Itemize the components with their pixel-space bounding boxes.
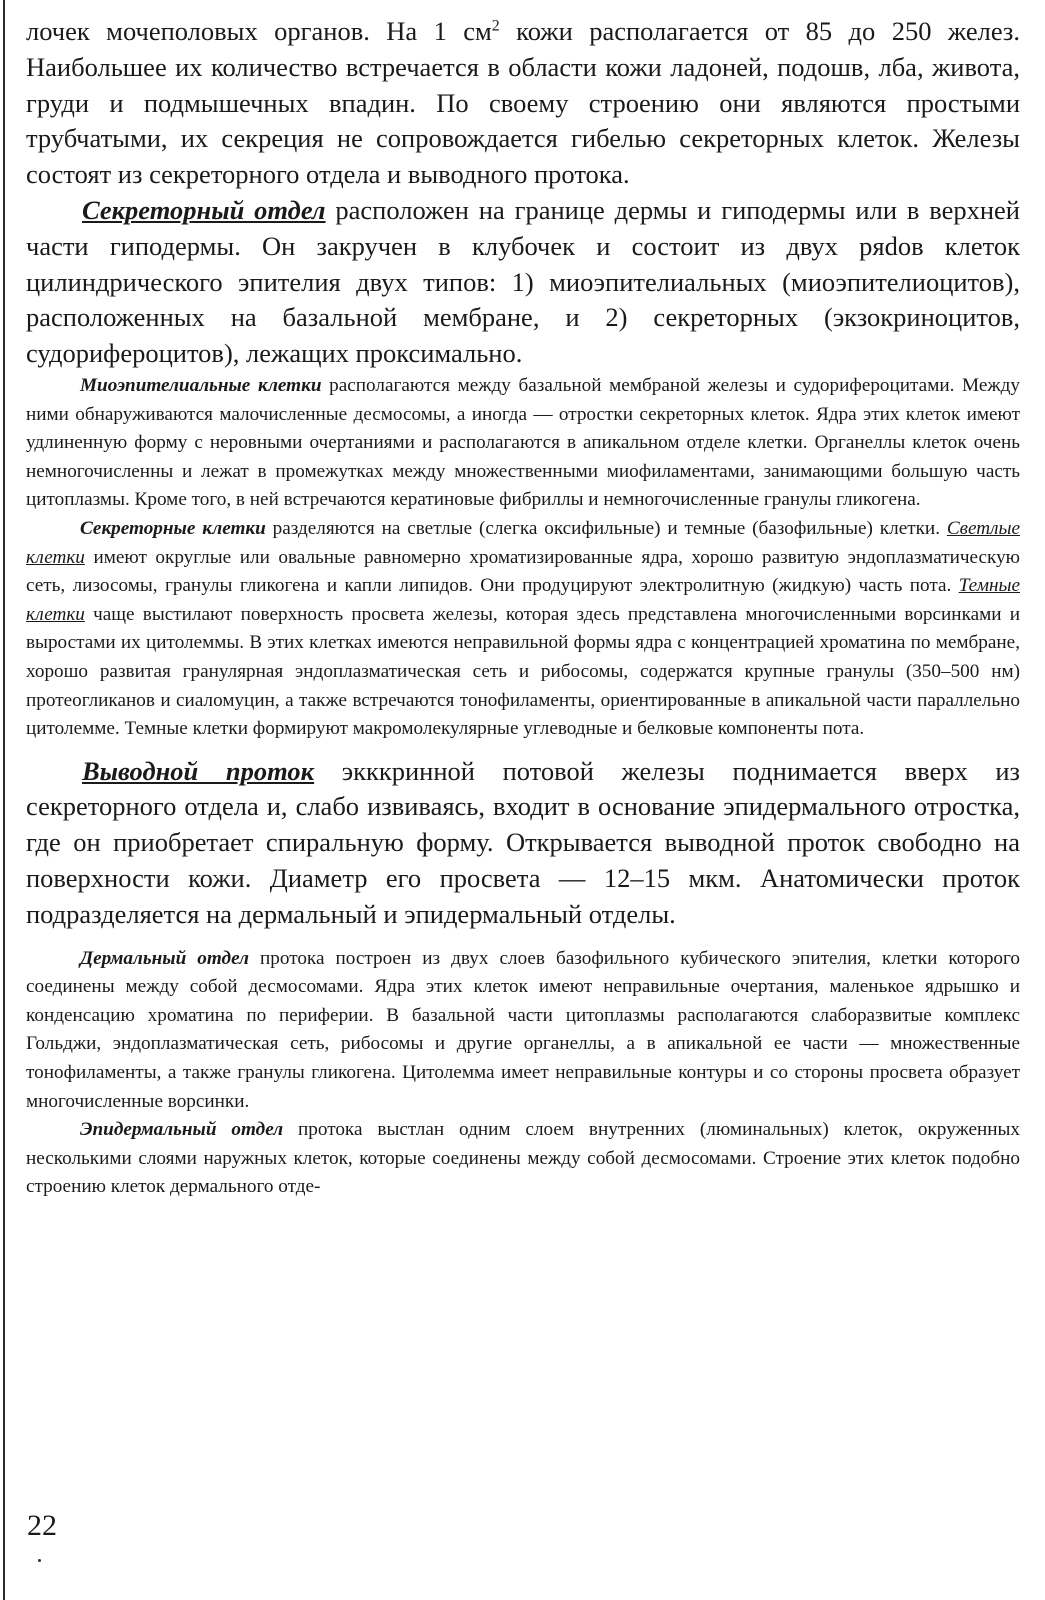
myoepithelial-cells-text: располагаются между базальной мембраной железы и судорифероцитами. Между ними обнаруживаются малочисленные десмосомы, а иногда — отростки секреторных клеток. Ядра этих клеток имеют удлиненную форму с неровными очертаниями и располагаются в апикальном отделе клетки. Органеллы клеток очень немногочисленны и лежат в промежутках между множественными миофиламентами, занимающими большую часть цитоплазмы. Кроме того, в ней встречаются кератиновые фибриллы и немногочисленные гранулы гликогена. [26, 374, 1020, 511]
term-excretory-duct: Выводной проток [82, 755, 315, 786]
term-epidermal-section: Эпидермальный отдел [80, 1119, 284, 1141]
secretory-section-text: расположен на границе дермы и гиподермы или в верхней части гиподермы. Он закручен в клубочек и состоит из двух ряdов клеток цилиндрического эпителия двух типов: 1) миоэпителиальных (миоэпителиоцитов), расположенных на базальной мембране, и 2) секреторных (экзокриноцитов, судорифероцитов), лежащих проксимально. [26, 194, 1020, 369]
paragraph-myoepithelial-cells [26, 372, 1020, 515]
term-light-cells: Светлые клетки [26, 517, 1020, 568]
term-dermal-section: Дермальный отдел [80, 947, 249, 969]
paragraph-epidermal-section [26, 1116, 1020, 1202]
intro-text-b: кожи располагается от 85 до 250 желез. Наибольшее их количество встречается в области кожи ладоней, подошв, лба, живота, груди и подмышечных впадин. По своему строeнию они являются простыми трубчатыми, их секреция не сопровождается гибелью секреторных клеток. Железы состоят из секреторного отдела и выводного протока. [26, 16, 1020, 190]
secretory-cells-text-c: чаще выстилают поверхность просвета железы, которая здесь представлена многочисленными ворсинками и выростами их цитолеммы. В этих клетках имеются неправильной формы ядра с концентрацией хроматина по мембране, хорошо развитая гранулярная эндоплазматическая сеть и рибосомы, содержатся крупные гранулы (350–500 нм) протеогликанов и сиаломуцин, а также встречаются тонофиламенты, ориентированные в апикальной части параллельно цитолемме. Темные клетки формируют макромолекулярные углеводные и белковые компоненты пота. [26, 603, 1020, 740]
page-left-border [3, 0, 5, 1600]
epidermal-section-text: протока выстлан одним слоем внутренних (люминальных) клеток, окруженных несколькими слоями наружных клеток, которые соединены между собой десмосомами. Строение этих клеток подобно строению клеток дермального отде- [26, 1119, 1020, 1198]
term-dark-cells: Темные клетки [26, 575, 1020, 625]
page-number: 22 [27, 1509, 57, 1542]
term-secretory-cells: Секреторные клетки [80, 517, 266, 539]
excretory-duct-text: экккринной потовой железы поднимается вверх из секреторного отдела и, слабо извиваясь, входит в основание эпидермального отростка, где он приобретает спиральную форму. Открывается выводной проток свободно на поверхности кожи. Диаметр его просвета — 12–15 мкм. Анатомически проток подразделяется на дермальный и эпидермальный отделы. [26, 755, 1021, 929]
paragraph-excretory-duct [26, 754, 1020, 933]
superscript-2: 2 [491, 17, 500, 35]
intro-text-a: лочек мочеполовых органов. На 1 см [26, 16, 492, 46]
secretory-cells-text-a: разделяются на светлые (слегка оксифильные) и темные (базофильные) клетки. [265, 517, 947, 539]
paragraph-dermal-section [26, 945, 1020, 1117]
scan-mark [38, 1559, 41, 1562]
term-myoepithelial-cells: Миоэпителиальные клетки [80, 374, 322, 396]
paragraph-secretory-section [26, 193, 1020, 372]
dermal-section-text: протока построен из двух слоев базофильного кубического эпителия, клетки которого соединены между собой десмосомами. Ядра этих клеток имеют неправильные очертания, маленькое ядрышко и конденсацию хроматина по периферии. В базальной части цитоплазмы располагаются слаборазвитые комплекс Гольджи, эндоплазматическая сеть, рибосомы и другие органеллы, а в апикальной ее части — множественные тонофиламенты, а также гранулы гликогена. Цитолемма имеет неправильные контуры и со стороны просвета образует многочисленные ворсинки. [26, 947, 1021, 1112]
secretory-cells-text-b: имеют округлые или овальные равномерно хроматизированные ядра, хорошо развитую эндоплазматическую сеть, лизосомы, гранулы гликогена и капли липидов. Они продуцируют электролитную (жидкую) часть пота. [26, 546, 1020, 597]
paragraph-sweat-glands-intro [26, 14, 1020, 193]
page-body [26, 14, 1020, 1202]
term-secretory-section: Секреторный отдел [82, 194, 326, 225]
paragraph-secretory-cells [26, 515, 1020, 744]
